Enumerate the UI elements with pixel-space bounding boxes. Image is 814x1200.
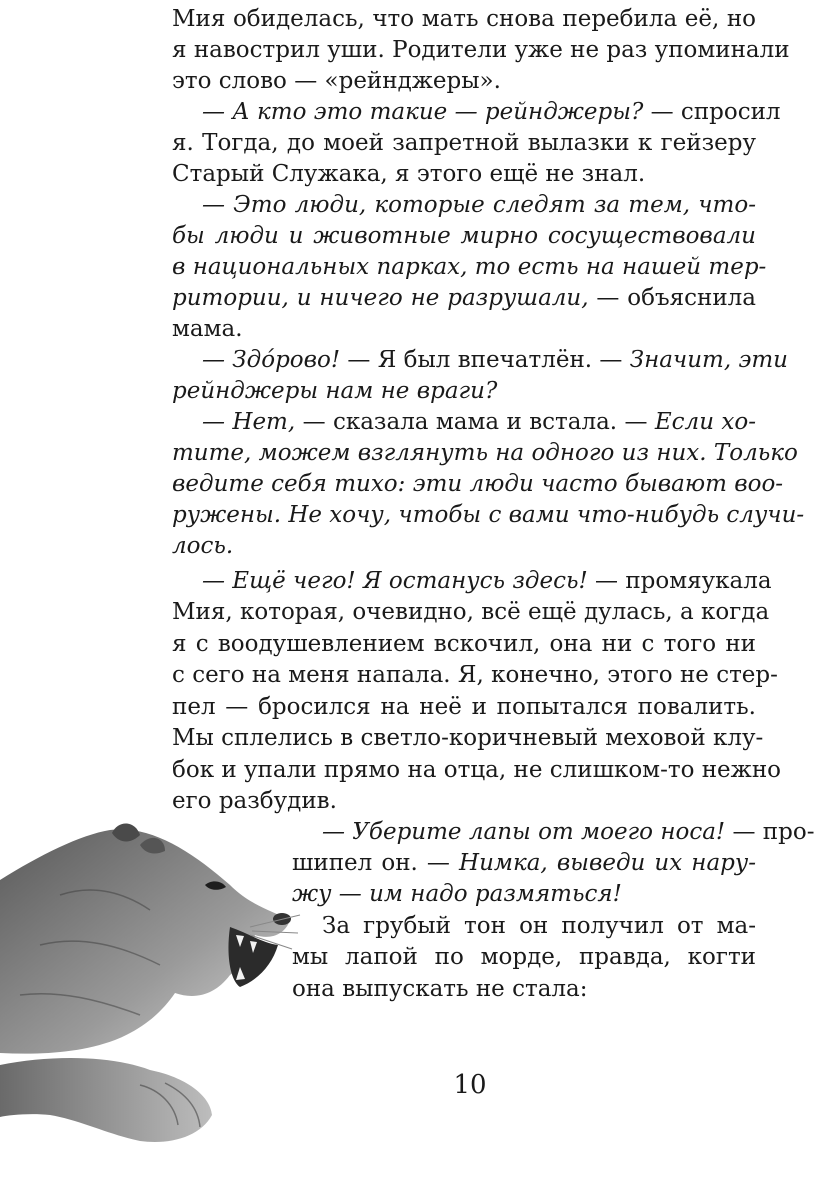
dialogue-italic: ритории, и ничего не разрушали, <box>172 285 589 311</box>
text-line <box>202 345 788 376</box>
text-line: я навострил уши. Родители уже не раз упоминали <box>172 37 790 63</box>
text-line: это слово — «рейнджеры». <box>172 68 501 94</box>
text-line: За грубый тон он получил от ма- <box>322 913 756 939</box>
narration: шипел он. — <box>292 850 460 876</box>
text-line <box>202 566 772 597</box>
narration: — промяукала <box>587 568 772 594</box>
narration: — объяснила <box>588 285 756 311</box>
text-line: пел — бросился на неё и попытался повалить. <box>172 694 756 720</box>
dialogue-italic: Значит, эти <box>629 347 788 373</box>
dialogue-italic: — Уберите лапы от моего носа! <box>322 819 726 845</box>
text-line: бок и упали прямо на отца, не слишком-то нежно <box>172 757 782 783</box>
text-line: рейнджеры нам не враги? <box>172 378 498 404</box>
dialogue-italic: — А кто это такие — рейнджеры? <box>202 99 644 125</box>
narration: — Я был впечатлён. — <box>340 347 630 373</box>
dialogue-italic: — Здо́рово! <box>202 347 341 373</box>
text-line: мы лапой по морде, правда, когти <box>292 944 756 970</box>
narration: — спросил <box>643 99 781 125</box>
text-line: ведите себя тихо: эти люди часто бывают воо- <box>172 471 784 497</box>
text-line: с сего на меня напала. Я, конечно, этого не стер- <box>172 662 778 688</box>
cougar-illustration <box>0 815 300 1145</box>
page-number: 10 <box>453 1070 487 1100</box>
dialogue-italic: Если хо- <box>654 409 756 435</box>
dialogue-italic: Нимка, выведи их нару- <box>459 850 756 876</box>
text-line: жу — им надо размяться! <box>292 881 622 907</box>
text-line: бы люди и животные мирно сосуществовали <box>172 223 756 249</box>
text-line: Старый Служака, я этого ещё не знал. <box>172 161 646 187</box>
text-line <box>202 407 756 438</box>
text-line: Мы сплелись в светло-коричневый меховой клу- <box>172 725 764 751</box>
text-line <box>292 848 756 879</box>
text-line: мама. <box>172 316 243 342</box>
text-line: лось. <box>172 533 234 559</box>
text-line: тите, можем взглянуть на одного из них. Только <box>172 440 798 466</box>
dialogue-italic: — Ещё чего! Я останусь здесь! <box>202 568 588 594</box>
text-line: я с воодушевлением вскочил, она ни с того ни <box>172 631 756 657</box>
text-line: ружены. Не хочу, чтобы с вами что-нибудь случи- <box>172 502 805 528</box>
narration: — про- <box>725 819 814 845</box>
dialogue-italic: — Нет, <box>202 409 296 435</box>
text-line: — Это люди, которые следят за тем, что- <box>202 192 756 218</box>
text-line: она выпускать не стала: <box>292 976 588 1002</box>
text-line: Мия обиделась, что мать снова перебила её, но <box>172 6 756 32</box>
text-line <box>172 283 756 314</box>
text-line: Мия, которая, очевидно, всё ещё дулась, а когда <box>172 599 770 625</box>
text-line: в национальных парках, то есть на нашей тер- <box>172 254 767 280</box>
text-line: его разбудив. <box>172 788 337 814</box>
narration: — сказала мама и встала. — <box>295 409 655 435</box>
text-line <box>322 817 814 848</box>
text-line: я. Тогда, до моей запретной вылазки к гейзеру <box>172 130 756 156</box>
text-line <box>202 97 781 128</box>
